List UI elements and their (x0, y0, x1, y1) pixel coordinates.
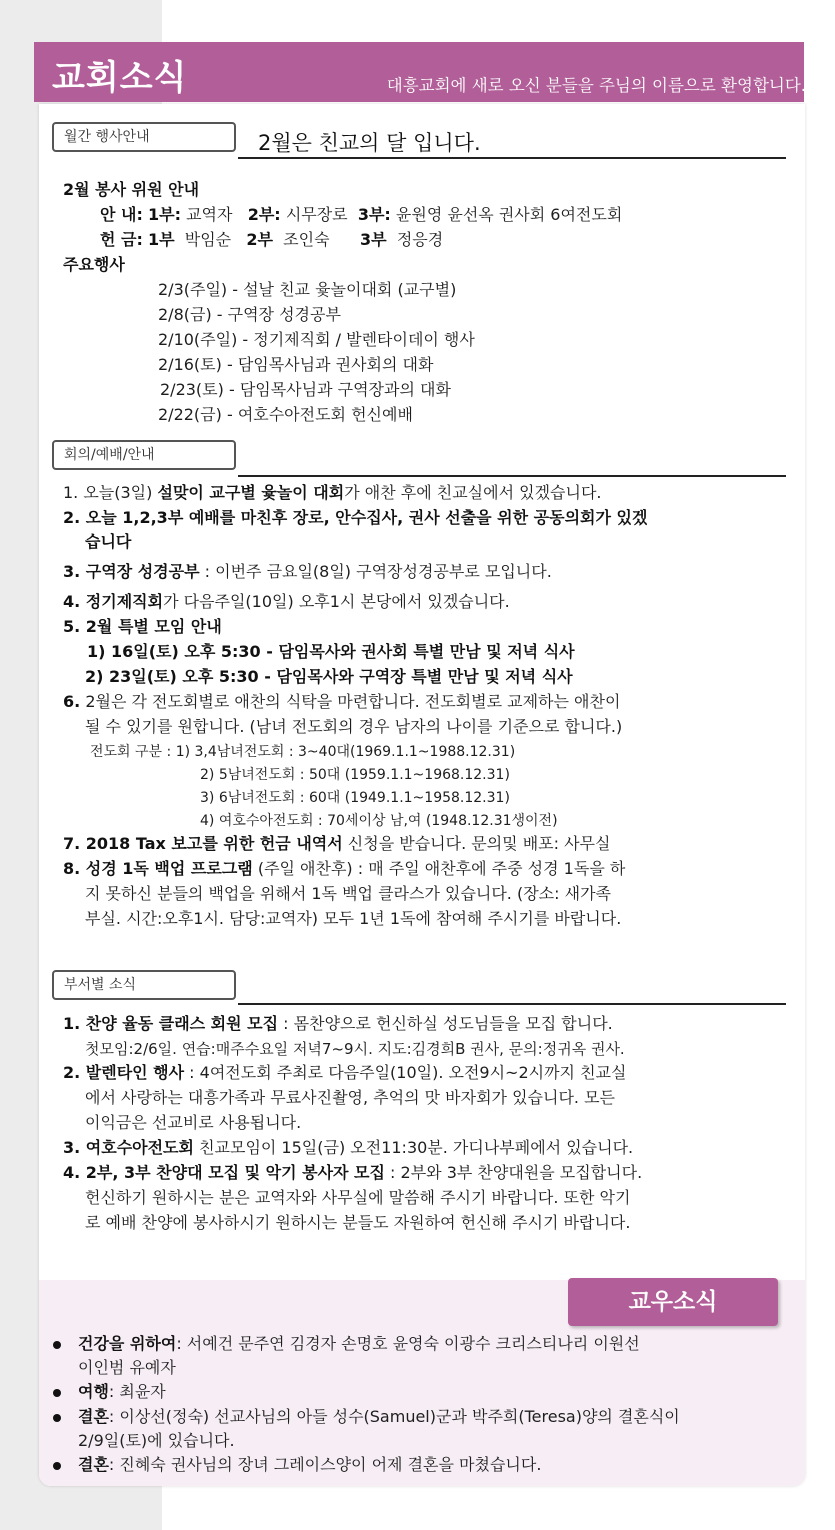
news-item-health-cont: 이인범 유예자 (78, 1358, 176, 1377)
meeting-item-6: 6. 2월은 각 전도회별로 애찬의 식탁을 마련합니다. 전도회별로 교제하는 애찬이 (63, 692, 621, 711)
volunteers-heading: 2월 봉사 위원 안내 (63, 180, 200, 199)
news-item-wedding-2: 결혼: 진혜숙 권사님의 장녀 그레이스양이 어제 결혼을 마쳤습니다. (78, 1455, 542, 1474)
news-item-wedding: 결혼: 이상선(정숙) 선교사님의 아들 성수(Samuel)군과 박주희(Teresa)양의 결혼식이 (78, 1407, 680, 1426)
news-item-travel: 여행: 최윤자 (78, 1382, 166, 1401)
meeting-item-2: 2. 오늘 1,2,3부 예배를 마친후 장로, 안수집사, 권사 선출을 위한 공동의회가 있겠 (63, 508, 648, 527)
section-label-departments: 부서별 소식 (52, 970, 236, 1000)
meeting-item-6-group: 3) 6남녀전도회 : 60대 (1949.1.1~1958.12.31) (200, 790, 510, 806)
event-item: 2/8(금) - 구역장 성경공부 (158, 305, 341, 324)
section-rule-meeting (238, 475, 786, 477)
meeting-item-2-cont: 습니다 (85, 532, 132, 551)
news-item-wedding-cont: 2/9일(토)에 있습니다. (78, 1431, 235, 1450)
event-item: 2/3(주일) - 설날 친교 윷놀이대회 (교구별) (158, 280, 457, 299)
bullet-icon (53, 1389, 61, 1397)
meeting-item-5-sub: 1) 16일(토) 오후 5:30 - 담임목사와 권사회 특별 만남 및 저녁 식사 (87, 642, 575, 661)
section-label-monthly: 월간 행사안내 (52, 122, 236, 152)
event-item: 2/10(주일) - 정기제직회 / 발렌타이데이 행사 (158, 330, 475, 349)
welcome-subtitle: 대흥교회에 새로 오신 분들을 주님의 이름으로 환영합니다. (386, 76, 806, 95)
meeting-item-7: 7. 2018 Tax 보고를 위한 헌금 내역서 신청을 받습니다. 문의및 배포: 사무실 (63, 834, 611, 853)
page-title: 교회소식 (52, 58, 188, 98)
meeting-item-5-sub: 2) 23일(토) 오후 5:30 - 담임목사와 구역장 특별 만남 및 저녁 식사 (85, 667, 573, 686)
meeting-item-8-cont: 지 못하신 분들의 백업을 위해서 1독 백업 클라스가 있습니다. (장소: 새가족 (85, 884, 611, 903)
meeting-item-4: 4. 정기제직회가 다음주일(10일) 오후1시 본당에서 있겠습니다. (63, 592, 510, 611)
meeting-item-6-group: 전도회 구분 : 1) 3,4남녀전도회 : 3~40대(1969.1.1~1988.12.31) (90, 744, 516, 760)
header-banner (34, 42, 804, 102)
meeting-item-8: 8. 성경 1독 백업 프로그램 (주일 애찬후) : 매 주일 애찬후에 주중 성경 1독을 하 (63, 859, 626, 878)
dept-item-2-cont: 에서 사랑하는 대흥가족과 무료사진촬영, 추억의 맛 바자회가 있습니다. 모든 (85, 1088, 615, 1107)
meeting-item-5: 5. 2월 특별 모임 안내 (63, 617, 222, 636)
dept-item-4-cont: 로 예배 찬양에 봉사하시기 원하시는 분들도 자원하여 헌신해 주시기 바랍니다. (85, 1213, 631, 1232)
section-rule-monthly (238, 157, 786, 159)
dept-item-1-cont: 첫모임:2/6일. 연습:매주수요일 저녁7~9시. 지도:김경희B 권사, 문의:정귀옥 권사. (85, 1040, 625, 1058)
guide-row: 안 내: 1부: 교역자 2부: 시무장로 3부: 윤원영 윤선옥 권사회 6여전도회 (100, 205, 623, 224)
news-item-health: 건강을 위하여: 서예건 문주연 김경자 손명호 윤영숙 이광수 크리스티나리 이원선 (78, 1334, 640, 1353)
dept-item-2: 2. 발렌타인 행사 : 4여전도회 주최로 다음주일(10일). 오전9시~2시까지 친교실 (63, 1063, 627, 1082)
dept-item-1: 1. 찬양 율동 클래스 회원 모집 : 몸찬양으로 헌신하실 성도님들을 모집 합니다. (63, 1014, 613, 1033)
meeting-item-6-cont: 될 수 있기를 원합니다. (남녀 전도회의 경우 남자의 나이를 기준으로 합니다.) (85, 717, 623, 736)
member-news-tab: 교우소식 (568, 1278, 778, 1326)
month-theme-title: 2월은 친교의 달 입니다. (258, 131, 481, 155)
offering-row: 헌 금: 1부 박임순 2부 조인숙 3부 정응경 (100, 230, 444, 249)
events-heading: 주요행사 (63, 255, 125, 274)
event-item: 2/23(토) - 담임목사님과 구역장과의 대화 (160, 380, 451, 399)
event-item: 2/22(금) - 여호수아전도회 헌신예배 (158, 405, 413, 424)
bullet-icon (53, 1462, 61, 1470)
bullet-icon (53, 1414, 61, 1422)
section-rule-departments (238, 1003, 786, 1005)
meeting-item-6-group: 2) 5남녀전도회 : 50대 (1959.1.1~1968.12.31) (200, 767, 510, 783)
section-label-meeting: 회의/예배/안내 (52, 440, 236, 470)
event-item: 2/16(토) - 담임목사님과 권사회의 대화 (158, 355, 434, 374)
meeting-item-1: 1. 오늘(3일) 설맞이 교구별 윷놀이 대회가 애찬 후에 친교실에서 있겠습니다. (63, 483, 602, 502)
bullet-icon (53, 1341, 61, 1349)
meeting-item-8-cont: 부실. 시간:오후1시. 담당:교역자) 모두 1년 1독에 참여해 주시기를 바랍니다. (85, 909, 622, 928)
dept-item-3: 3. 여호수아전도회 친교모임이 15일(금) 오전11:30분. 가디나부페에서 있습니다. (63, 1138, 634, 1157)
dept-item-4-cont: 헌신하기 원하시는 분은 교역자와 사무실에 말씀해 주시기 바랍니다. 또한 악기 (85, 1188, 631, 1207)
meeting-item-3: 3. 구역장 성경공부 : 이번주 금요일(8일) 구역장성경공부로 모입니다. (63, 562, 552, 581)
dept-item-4: 4. 2부, 3부 찬양대 모집 및 악기 봉사자 모집 : 2부와 3부 찬양대원을 모집합니다. (63, 1163, 643, 1182)
meeting-item-6-group: 4) 여호수아전도회 : 70세이상 남,여 (1948.12.31생이전) (200, 813, 558, 829)
dept-item-2-cont: 이익금은 선교비로 사용됩니다. (85, 1113, 302, 1132)
